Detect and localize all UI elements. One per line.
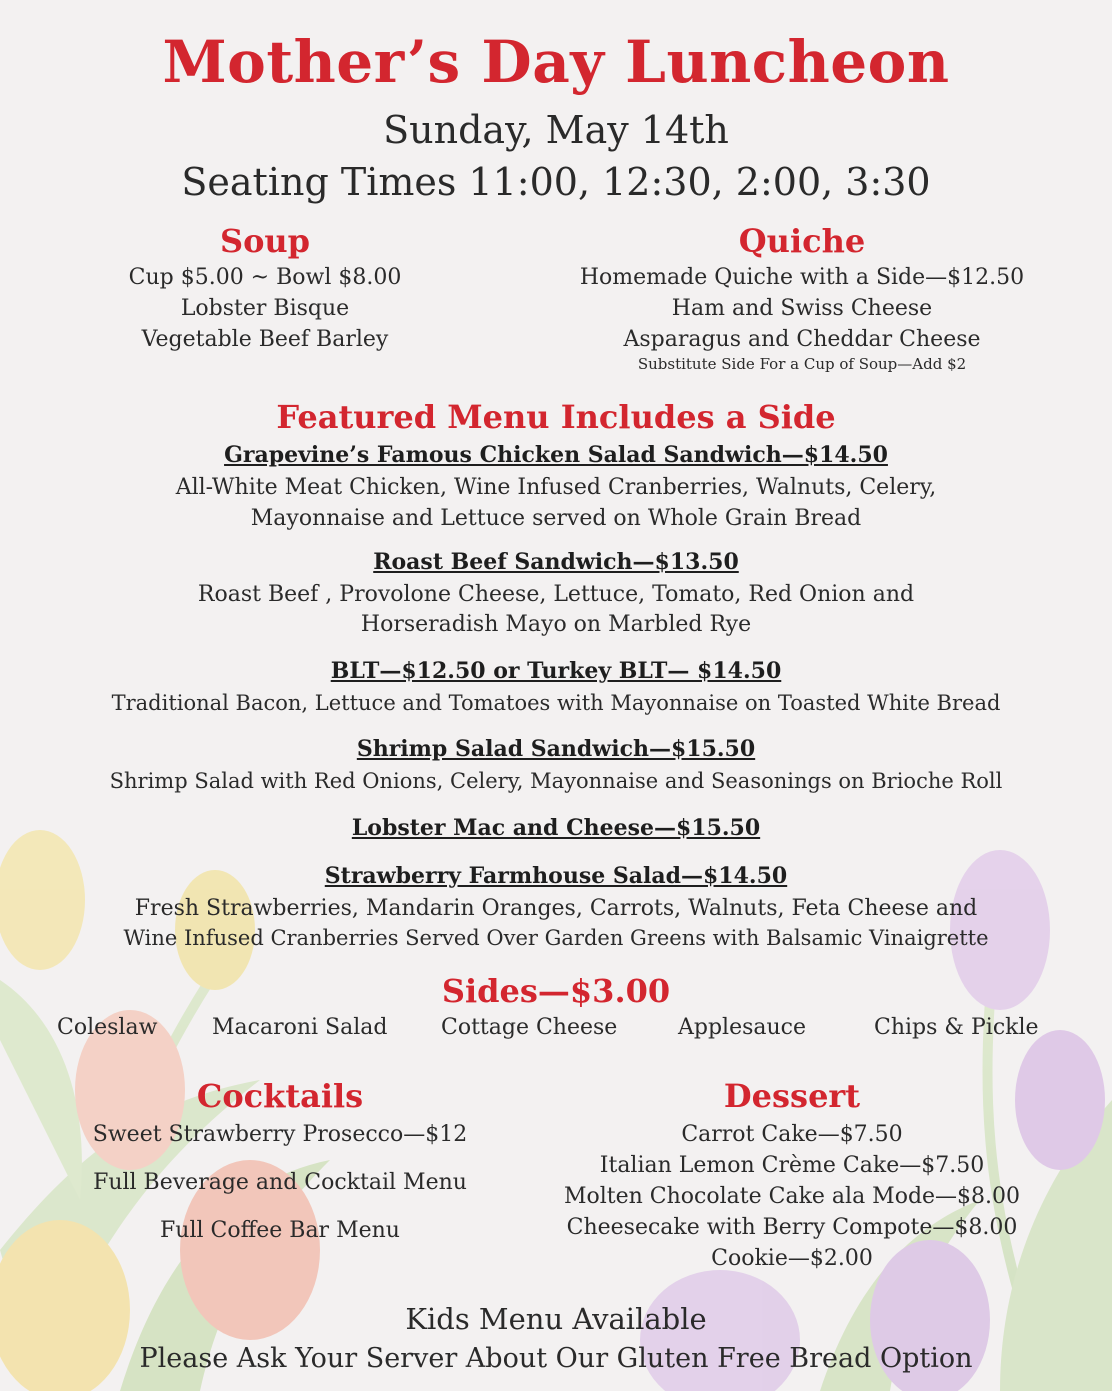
- cocktail-line: Full Coffee Bar Menu: [160, 1218, 400, 1243]
- soup-line: Cup $5.00 ~ Bowl $8.00: [128, 265, 402, 290]
- cocktails-section: [40, 1077, 520, 1246]
- menu-item-desc: Traditional Bacon, Lettuce and Tomatoes with Mayonnaise on Toasted White Bread: [111, 691, 1001, 715]
- menu-item-desc: Roast Beef , Provolone Cheese, Lettuce, Tomato, Red Onion and: [197, 582, 915, 607]
- dessert-heading: Dessert: [723, 1077, 861, 1115]
- featured-heading: Featured Menu Includes a Side: [276, 398, 836, 436]
- soup-section: [90, 222, 440, 355]
- side-item: Applesauce: [678, 1015, 807, 1040]
- quiche-note: Substitute Side For a Cup of Soup—Add $2: [637, 355, 967, 373]
- menu-item-title: Shrimp Salad Sandwich—$15.50: [356, 736, 756, 762]
- menu-item-desc: Mayonnaise and Lettuce served on Whole Grain Bread: [250, 506, 862, 531]
- menu-item-title: Grapevine’s Famous Chicken Salad Sandwich—$14.50: [224, 442, 888, 468]
- dessert-line: Italian Lemon Crème Cake—$7.50: [599, 1153, 985, 1178]
- soup-line: Lobster Bisque: [180, 296, 350, 321]
- dessert-line: Molten Chocolate Cake ala Mode—$8.00: [563, 1184, 1021, 1209]
- side-item: Chips & Pickle: [874, 1015, 1039, 1040]
- cocktail-line: Sweet Strawberry Prosecco—$12: [92, 1122, 468, 1147]
- dessert-line: Carrot Cake—$7.50: [681, 1122, 903, 1147]
- seating-times: Seating Times 11:00, 12:30, 2:00, 3:30: [181, 160, 931, 204]
- dessert-section: [540, 1077, 1044, 1274]
- menu-item-title: Roast Beef Sandwich—$13.50: [373, 549, 739, 575]
- menu-item-desc: Horseradish Mayo on Marbled Rye: [360, 612, 752, 637]
- menu-item-desc: Shrimp Salad with Red Onions, Celery, Mayonnaise and Seasonings on Brioche Roll: [109, 769, 1003, 793]
- menu-item-title: BLT—$12.50 or Turkey BLT— $14.50: [330, 658, 782, 684]
- sides-heading: Sides—$3.00: [441, 972, 671, 1010]
- side-item: Macaroni Salad: [212, 1015, 388, 1040]
- quiche-line: Ham and Swiss Cheese: [671, 296, 933, 321]
- menu-item-title: Strawberry Farmhouse Salad—$14.50: [324, 863, 788, 889]
- soup-line: Vegetable Beef Barley: [141, 327, 389, 352]
- quiche-line: Asparagus and Cheddar Cheese: [623, 327, 981, 352]
- gluten-free-note: Please Ask Your Server About Our Gluten Free Bread Option: [139, 1343, 973, 1374]
- kids-menu-note: Kids Menu Available: [405, 1302, 707, 1336]
- menu-item-desc: All-White Meat Chicken, Wine Infused Cranberries, Walnuts, Celery,: [175, 475, 937, 500]
- dessert-line: Cheesecake with Berry Compote—$8.00: [566, 1215, 1018, 1240]
- quiche-section: [552, 222, 1052, 373]
- menu-item-desc: Fresh Strawberries, Mandarin Oranges, Carrots, Walnuts, Feta Cheese and: [134, 896, 978, 921]
- side-item: Cottage Cheese: [441, 1015, 618, 1040]
- soup-heading: Soup: [219, 222, 311, 260]
- quiche-line: Homemade Quiche with a Side—$12.50: [579, 265, 1025, 290]
- quiche-heading: Quiche: [738, 222, 866, 260]
- cocktail-line: Full Beverage and Cocktail Menu: [93, 1170, 467, 1195]
- dessert-line: Cookie—$2.00: [711, 1246, 873, 1271]
- side-item: Coleslaw: [57, 1015, 158, 1040]
- page-title: Mother’s Day Luncheon: [162, 28, 950, 96]
- menu-item-title: Lobster Mac and Cheese—$15.50: [351, 815, 761, 841]
- event-date: Sunday, May 14th: [383, 108, 729, 152]
- cocktails-heading: Cocktails: [196, 1077, 364, 1115]
- menu-item-desc: Wine Infused Cranberries Served Over Garden Greens with Balsamic Vinaigrette: [123, 926, 989, 950]
